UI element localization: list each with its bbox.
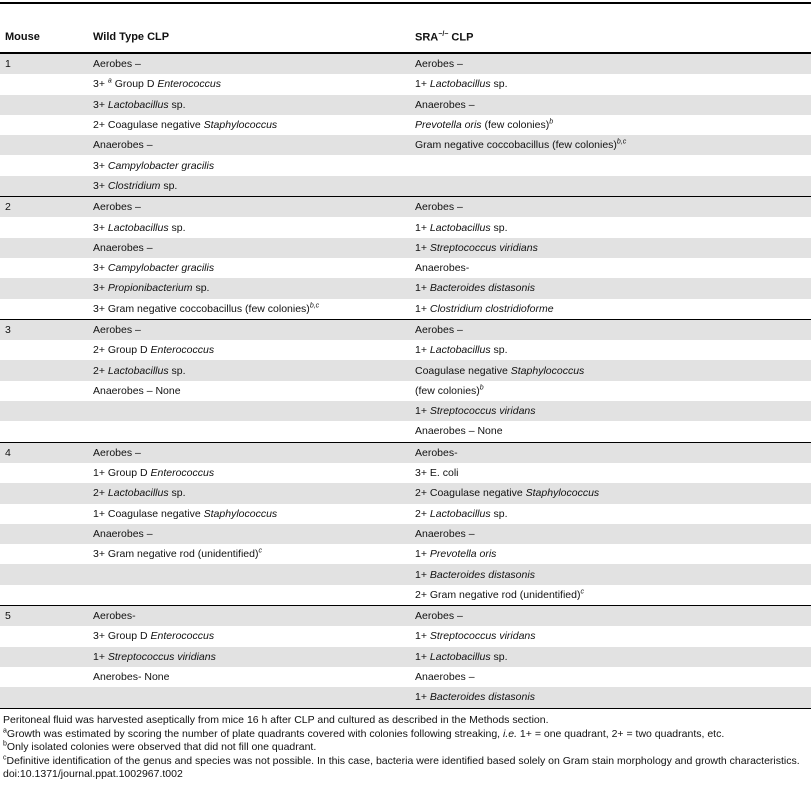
- cell-mouse: [0, 155, 88, 175]
- cell-text-segment: Lactobacillus: [429, 221, 491, 234]
- cell-sra: [410, 155, 811, 175]
- cell-text-segment: sp.: [168, 487, 186, 500]
- cell-mouse: [0, 238, 88, 258]
- cell-text-segment: 3+: [93, 262, 108, 275]
- cell-text-segment: Lactobacillus: [429, 78, 491, 91]
- cell-text-segment: Streptococcus viridians: [429, 241, 538, 254]
- cell-text-segment: Anaerobes –: [415, 527, 475, 540]
- cell-text-segment: Enterococcus: [150, 344, 215, 357]
- cell-text-segment: 2+ Coagulase negative: [93, 119, 204, 132]
- cell-text-segment: Gram negative coccobacillus (few colonies): [415, 139, 617, 152]
- cell-mouse: [0, 564, 88, 584]
- table-row: [0, 135, 811, 155]
- footnote-c: [3, 755, 808, 769]
- cell-text-segment: 1+: [415, 78, 430, 91]
- footnote-c-text: Definitive identification of the genus and species was not possible. In this case, bacteria were identified based solely on Gram stain morphology and growth characteristics.: [6, 754, 800, 767]
- table-row: [0, 647, 811, 667]
- table-row: [0, 53, 811, 74]
- table-row: [0, 421, 811, 442]
- table-row: [0, 544, 811, 564]
- cell-wild-type: [88, 544, 410, 564]
- cell-text-segment: 3+ Gram negative coccobacillus (few colonies): [93, 302, 310, 315]
- cell-sra: [410, 340, 811, 360]
- cell-sra: [410, 53, 811, 74]
- cell-wild-type: [88, 299, 410, 320]
- cell-mouse: [0, 360, 88, 380]
- header-sra-prefix: SRA: [415, 31, 439, 44]
- cell-wild-type: [88, 401, 410, 421]
- cell-text-segment: 3+: [93, 221, 108, 234]
- cell-text-segment: Staphylococcus: [203, 119, 278, 132]
- cell-text-segment: b: [549, 118, 554, 126]
- cell-mouse: [0, 176, 88, 197]
- cell-sra: [410, 463, 811, 483]
- cell-mouse: 1: [0, 53, 88, 74]
- footnote-intro: Peritoneal fluid was harvested aseptically from mice 16 h after CLP and cultured as described in the Methods section.: [3, 714, 549, 726]
- cell-text-segment: b,c: [616, 138, 627, 146]
- cell-wild-type: [88, 524, 410, 544]
- cell-text-segment: (few colonies): [415, 384, 480, 397]
- table-row: [0, 258, 811, 278]
- cell-wild-type: [88, 155, 410, 175]
- cell-text-segment: 3+: [93, 78, 108, 91]
- cell-text-segment: Anaerobes – None: [93, 384, 181, 397]
- cell-sra: [410, 217, 811, 237]
- cell-text-segment: Clostridium: [107, 179, 161, 192]
- cell-sra: [410, 319, 811, 340]
- cell-wild-type: [88, 53, 410, 74]
- footnote-a-mark: a: [3, 727, 7, 734]
- cell-text-segment: 2+ Group D: [93, 344, 151, 357]
- cell-text-segment: Lactobacillus: [429, 507, 491, 520]
- cell-mouse: [0, 463, 88, 483]
- cell-mouse: [0, 504, 88, 524]
- cell-mouse: 5: [0, 606, 88, 627]
- cell-text-segment: Anaerobes –: [415, 671, 475, 684]
- cell-text-segment: sp.: [168, 364, 186, 377]
- cell-text-segment: 1+: [415, 344, 430, 357]
- table-row: [0, 564, 811, 584]
- cell-sra: [410, 687, 811, 708]
- cell-text-segment: Aerobes –: [93, 446, 141, 459]
- footnote-a-text-2: 1+ = one quadrant, 2+ = two quadrants, etc.: [517, 727, 725, 740]
- cell-text-segment: 1+: [415, 691, 430, 704]
- cell-text-segment: 1+: [93, 650, 108, 663]
- cell-text-segment: Aerobes –: [415, 324, 463, 336]
- table-row: [0, 381, 811, 401]
- cell-sra: [410, 483, 811, 503]
- table-row: [0, 401, 811, 421]
- cell-text-segment: Aerobes –: [415, 201, 463, 214]
- cell-text-segment: Streptococcus viridans: [429, 405, 536, 418]
- cell-text-segment: 1+ Group D: [93, 467, 151, 480]
- cell-sra: [410, 626, 811, 646]
- cell-wild-type: [88, 74, 410, 94]
- cell-wild-type: [88, 217, 410, 237]
- cell-text-segment: Lactobacillus: [107, 364, 169, 377]
- cell-text-segment: Lactobacillus: [107, 487, 169, 500]
- cell-text-segment: Aerobes –: [415, 58, 463, 71]
- cell-text-segment: Lactobacillus: [429, 344, 491, 357]
- cell-text-segment: Clostridium clostridioforme: [429, 302, 554, 315]
- table-row: [0, 483, 811, 503]
- cell-sra: [410, 176, 811, 197]
- cell-wild-type: [88, 647, 410, 667]
- cell-sra: [410, 299, 811, 320]
- table-row: [0, 524, 811, 544]
- cell-mouse: [0, 135, 88, 155]
- table-row: [0, 442, 811, 463]
- cell-sra: [410, 564, 811, 584]
- cell-sra: [410, 360, 811, 380]
- table-row: [0, 176, 811, 197]
- cell-mouse: [0, 687, 88, 708]
- cell-wild-type: [88, 442, 410, 463]
- table-body: [0, 53, 811, 708]
- cell-text-segment: sp.: [490, 507, 508, 520]
- footnote-b-mark: b: [3, 740, 7, 748]
- cell-mouse: [0, 95, 88, 115]
- cell-wild-type: [88, 483, 410, 503]
- cell-text-segment: Enterococcus: [150, 630, 215, 643]
- table-row: [0, 606, 811, 627]
- cell-text-segment: b: [479, 384, 484, 392]
- cell-text-segment: a: [107, 77, 112, 85]
- cell-text-segment: (few colonies): [481, 119, 550, 132]
- cell-wild-type: [88, 463, 410, 483]
- table-row: [0, 340, 811, 360]
- cell-text-segment: Bacteroides distasonis: [429, 691, 535, 704]
- footnote-c-mark: c: [3, 754, 7, 761]
- cell-text-segment: sp.: [168, 98, 186, 111]
- cell-text-segment: 2+: [93, 364, 108, 377]
- cell-wild-type: [88, 421, 410, 442]
- cell-mouse: 3: [0, 319, 88, 340]
- cell-wild-type: [88, 340, 410, 360]
- cell-text-segment: Campylobacter gracilis: [107, 262, 215, 275]
- cell-text-segment: 3+: [93, 98, 108, 111]
- footnote-a-ie: i.e.: [503, 727, 518, 740]
- table-row: [0, 504, 811, 524]
- cell-text-segment: 1+: [415, 241, 430, 254]
- cell-sra: [410, 381, 811, 401]
- table-row: [0, 360, 811, 380]
- cell-sra: [410, 667, 811, 687]
- cell-text-segment: Enterococcus: [150, 467, 215, 480]
- cell-mouse: [0, 667, 88, 687]
- table-row: [0, 217, 811, 237]
- cell-text-segment: 1+: [415, 405, 430, 418]
- cell-text-segment: Group D: [111, 78, 158, 91]
- cell-mouse: [0, 647, 88, 667]
- cell-sra: [410, 95, 811, 115]
- cell-text-segment: c: [580, 588, 584, 596]
- bacteria-culture-table: [0, 22, 811, 709]
- cell-mouse: [0, 585, 88, 606]
- header-sra-superscript: −/−: [438, 30, 449, 38]
- cell-text-segment: sp.: [490, 78, 508, 91]
- cell-text-segment: Coagulase negative: [415, 364, 511, 377]
- cell-mouse: 4: [0, 442, 88, 463]
- cell-sra: [410, 524, 811, 544]
- cell-mouse: [0, 421, 88, 442]
- cell-mouse: [0, 74, 88, 94]
- cell-wild-type: [88, 135, 410, 155]
- cell-wild-type: [88, 564, 410, 584]
- cell-text-segment: Streptococcus viridians: [107, 650, 216, 663]
- cell-text-segment: 2+ Coagulase negative: [415, 487, 526, 500]
- cell-mouse: [0, 626, 88, 646]
- cell-text-segment: Anaerobes –: [93, 241, 153, 254]
- cell-text-segment: sp.: [160, 179, 178, 192]
- cell-text-segment: c: [258, 547, 262, 555]
- table-row: [0, 626, 811, 646]
- cell-mouse: [0, 401, 88, 421]
- cell-text-segment: 2+: [415, 507, 430, 520]
- cell-sra: [410, 197, 811, 218]
- cell-sra: [410, 647, 811, 667]
- cell-wild-type: [88, 381, 410, 401]
- footnote-b: [3, 741, 808, 755]
- cell-wild-type: [88, 197, 410, 218]
- cell-sra: [410, 504, 811, 524]
- cell-text-segment: b,c: [309, 302, 320, 310]
- cell-text-segment: sp.: [192, 282, 210, 295]
- table-row: [0, 278, 811, 298]
- cell-sra: [410, 401, 811, 421]
- cell-text-segment: 2+ Gram negative rod (unidentified): [415, 588, 581, 601]
- cell-text-segment: Aerobes-: [415, 446, 458, 459]
- cell-text-segment: 1+: [415, 282, 430, 295]
- cell-text-segment: Prevotella oris: [415, 119, 482, 132]
- cell-text-segment: 3+ Gram negative rod (unidentified): [93, 548, 259, 561]
- cell-text-segment: 3+: [93, 179, 108, 192]
- cell-mouse: 2: [0, 197, 88, 218]
- cell-text-segment: Staphylococcus: [203, 507, 278, 520]
- table-row: [0, 95, 811, 115]
- cell-text-segment: Campylobacter gracilis: [107, 159, 215, 172]
- cell-sra: [410, 606, 811, 627]
- cell-wild-type: [88, 504, 410, 524]
- cell-sra: [410, 544, 811, 564]
- table-row: [0, 115, 811, 135]
- cell-text-segment: 1+: [415, 221, 430, 234]
- cell-text-segment: Anaerobes-: [415, 262, 470, 275]
- cell-wild-type: [88, 626, 410, 646]
- cell-text-segment: Lactobacillus: [429, 650, 491, 663]
- header-mouse: Mouse: [0, 22, 88, 53]
- cell-text-segment: sp.: [490, 221, 508, 234]
- cell-sra: [410, 74, 811, 94]
- table-row: [0, 197, 811, 218]
- cell-wild-type: [88, 238, 410, 258]
- header-sra: [410, 22, 811, 53]
- table-row: [0, 585, 811, 606]
- cell-mouse: [0, 483, 88, 503]
- cell-text-segment: Anaerobes – None: [415, 425, 503, 438]
- footnote-b-text: Only isolated colonies were observed that did not fill one quadrant.: [6, 741, 317, 753]
- cell-wild-type: [88, 667, 410, 687]
- cell-text-segment: sp.: [490, 650, 508, 663]
- cell-text-segment: Aerobes –: [415, 610, 463, 623]
- cell-text-segment: Aerobes –: [93, 201, 141, 214]
- table-row: [0, 238, 811, 258]
- cell-sra: [410, 442, 811, 463]
- cell-text-segment: Anaerobes –: [93, 527, 153, 540]
- cell-wild-type: [88, 176, 410, 197]
- cell-wild-type: [88, 606, 410, 627]
- cell-text-segment: Aerobes –: [93, 324, 141, 336]
- top-rule: [0, 2, 811, 4]
- table-row: [0, 155, 811, 175]
- cell-text-segment: sp.: [168, 221, 186, 234]
- table-row: [0, 74, 811, 94]
- cell-text-segment: Lactobacillus: [107, 98, 169, 111]
- cell-mouse: [0, 544, 88, 564]
- cell-wild-type: [88, 95, 410, 115]
- cell-text-segment: Anaerobes –: [93, 139, 153, 152]
- cell-text-segment: 3+ E. coli: [415, 467, 459, 480]
- cell-wild-type: [88, 360, 410, 380]
- footnote-a: [3, 728, 808, 742]
- cell-text-segment: Staphylococcus: [525, 487, 600, 500]
- cell-sra: [410, 278, 811, 298]
- header-wild-type: Wild Type CLP: [88, 22, 410, 53]
- cell-wild-type: [88, 319, 410, 340]
- cell-mouse: [0, 115, 88, 135]
- cell-mouse: [0, 340, 88, 360]
- cell-mouse: [0, 381, 88, 401]
- cell-text-segment: 1+: [415, 568, 430, 581]
- cell-text-segment: Streptococcus viridans: [429, 630, 536, 643]
- cell-mouse: [0, 524, 88, 544]
- cell-text-segment: 1+: [415, 650, 430, 663]
- cell-mouse: [0, 278, 88, 298]
- cell-sra: [410, 115, 811, 135]
- cell-text-segment: Bacteroides distasonis: [429, 282, 535, 295]
- cell-text-segment: 3+ Group D: [93, 630, 151, 643]
- cell-sra: [410, 421, 811, 442]
- cell-wild-type: [88, 115, 410, 135]
- cell-text-segment: Staphylococcus: [510, 364, 585, 377]
- cell-text-segment: 2+: [93, 487, 108, 500]
- table-footnotes: [3, 714, 808, 782]
- cell-text-segment: Bacteroides distasonis: [429, 568, 535, 581]
- cell-text-segment: 1+: [415, 548, 430, 561]
- cell-text-segment: Anaerobes –: [415, 98, 475, 111]
- cell-text-segment: Lactobacillus: [107, 221, 169, 234]
- cell-wild-type: [88, 585, 410, 606]
- table-row: [0, 319, 811, 340]
- cell-text-segment: 1+: [415, 630, 430, 643]
- table-row: [0, 299, 811, 320]
- cell-sra: [410, 238, 811, 258]
- cell-text-segment: Prevotella oris: [429, 548, 497, 561]
- cell-text-segment: 1+: [415, 302, 430, 315]
- table-row: [0, 667, 811, 687]
- cell-wild-type: [88, 278, 410, 298]
- footnote-a-text-1: Growth was estimated by scoring the number of plate quadrants covered with colonies following streaking,: [6, 727, 503, 740]
- cell-text-segment: 3+: [93, 282, 108, 295]
- cell-mouse: [0, 258, 88, 278]
- cell-text-segment: Propionibacterium: [107, 282, 193, 295]
- header-row: [0, 22, 811, 53]
- doi-line: doi:10.1371/journal.ppat.1002967.t002: [3, 768, 183, 780]
- cell-text-segment: Aerobes –: [93, 58, 141, 71]
- cell-text-segment: sp.: [490, 344, 508, 357]
- cell-sra: [410, 258, 811, 278]
- cell-wild-type: [88, 687, 410, 708]
- table-row: [0, 687, 811, 708]
- cell-mouse: [0, 299, 88, 320]
- cell-text-segment: 1+ Coagulase negative: [93, 507, 204, 520]
- cell-text-segment: Anerobes- None: [93, 671, 170, 684]
- header-sra-suffix: CLP: [448, 31, 474, 44]
- cell-text-segment: 3+: [93, 159, 108, 172]
- cell-sra: [410, 585, 811, 606]
- cell-mouse: [0, 217, 88, 237]
- cell-text-segment: Aerobes-: [93, 610, 136, 623]
- cell-text-segment: Enterococcus: [157, 78, 221, 91]
- table-row: [0, 463, 811, 483]
- cell-wild-type: [88, 258, 410, 278]
- cell-sra: [410, 135, 811, 155]
